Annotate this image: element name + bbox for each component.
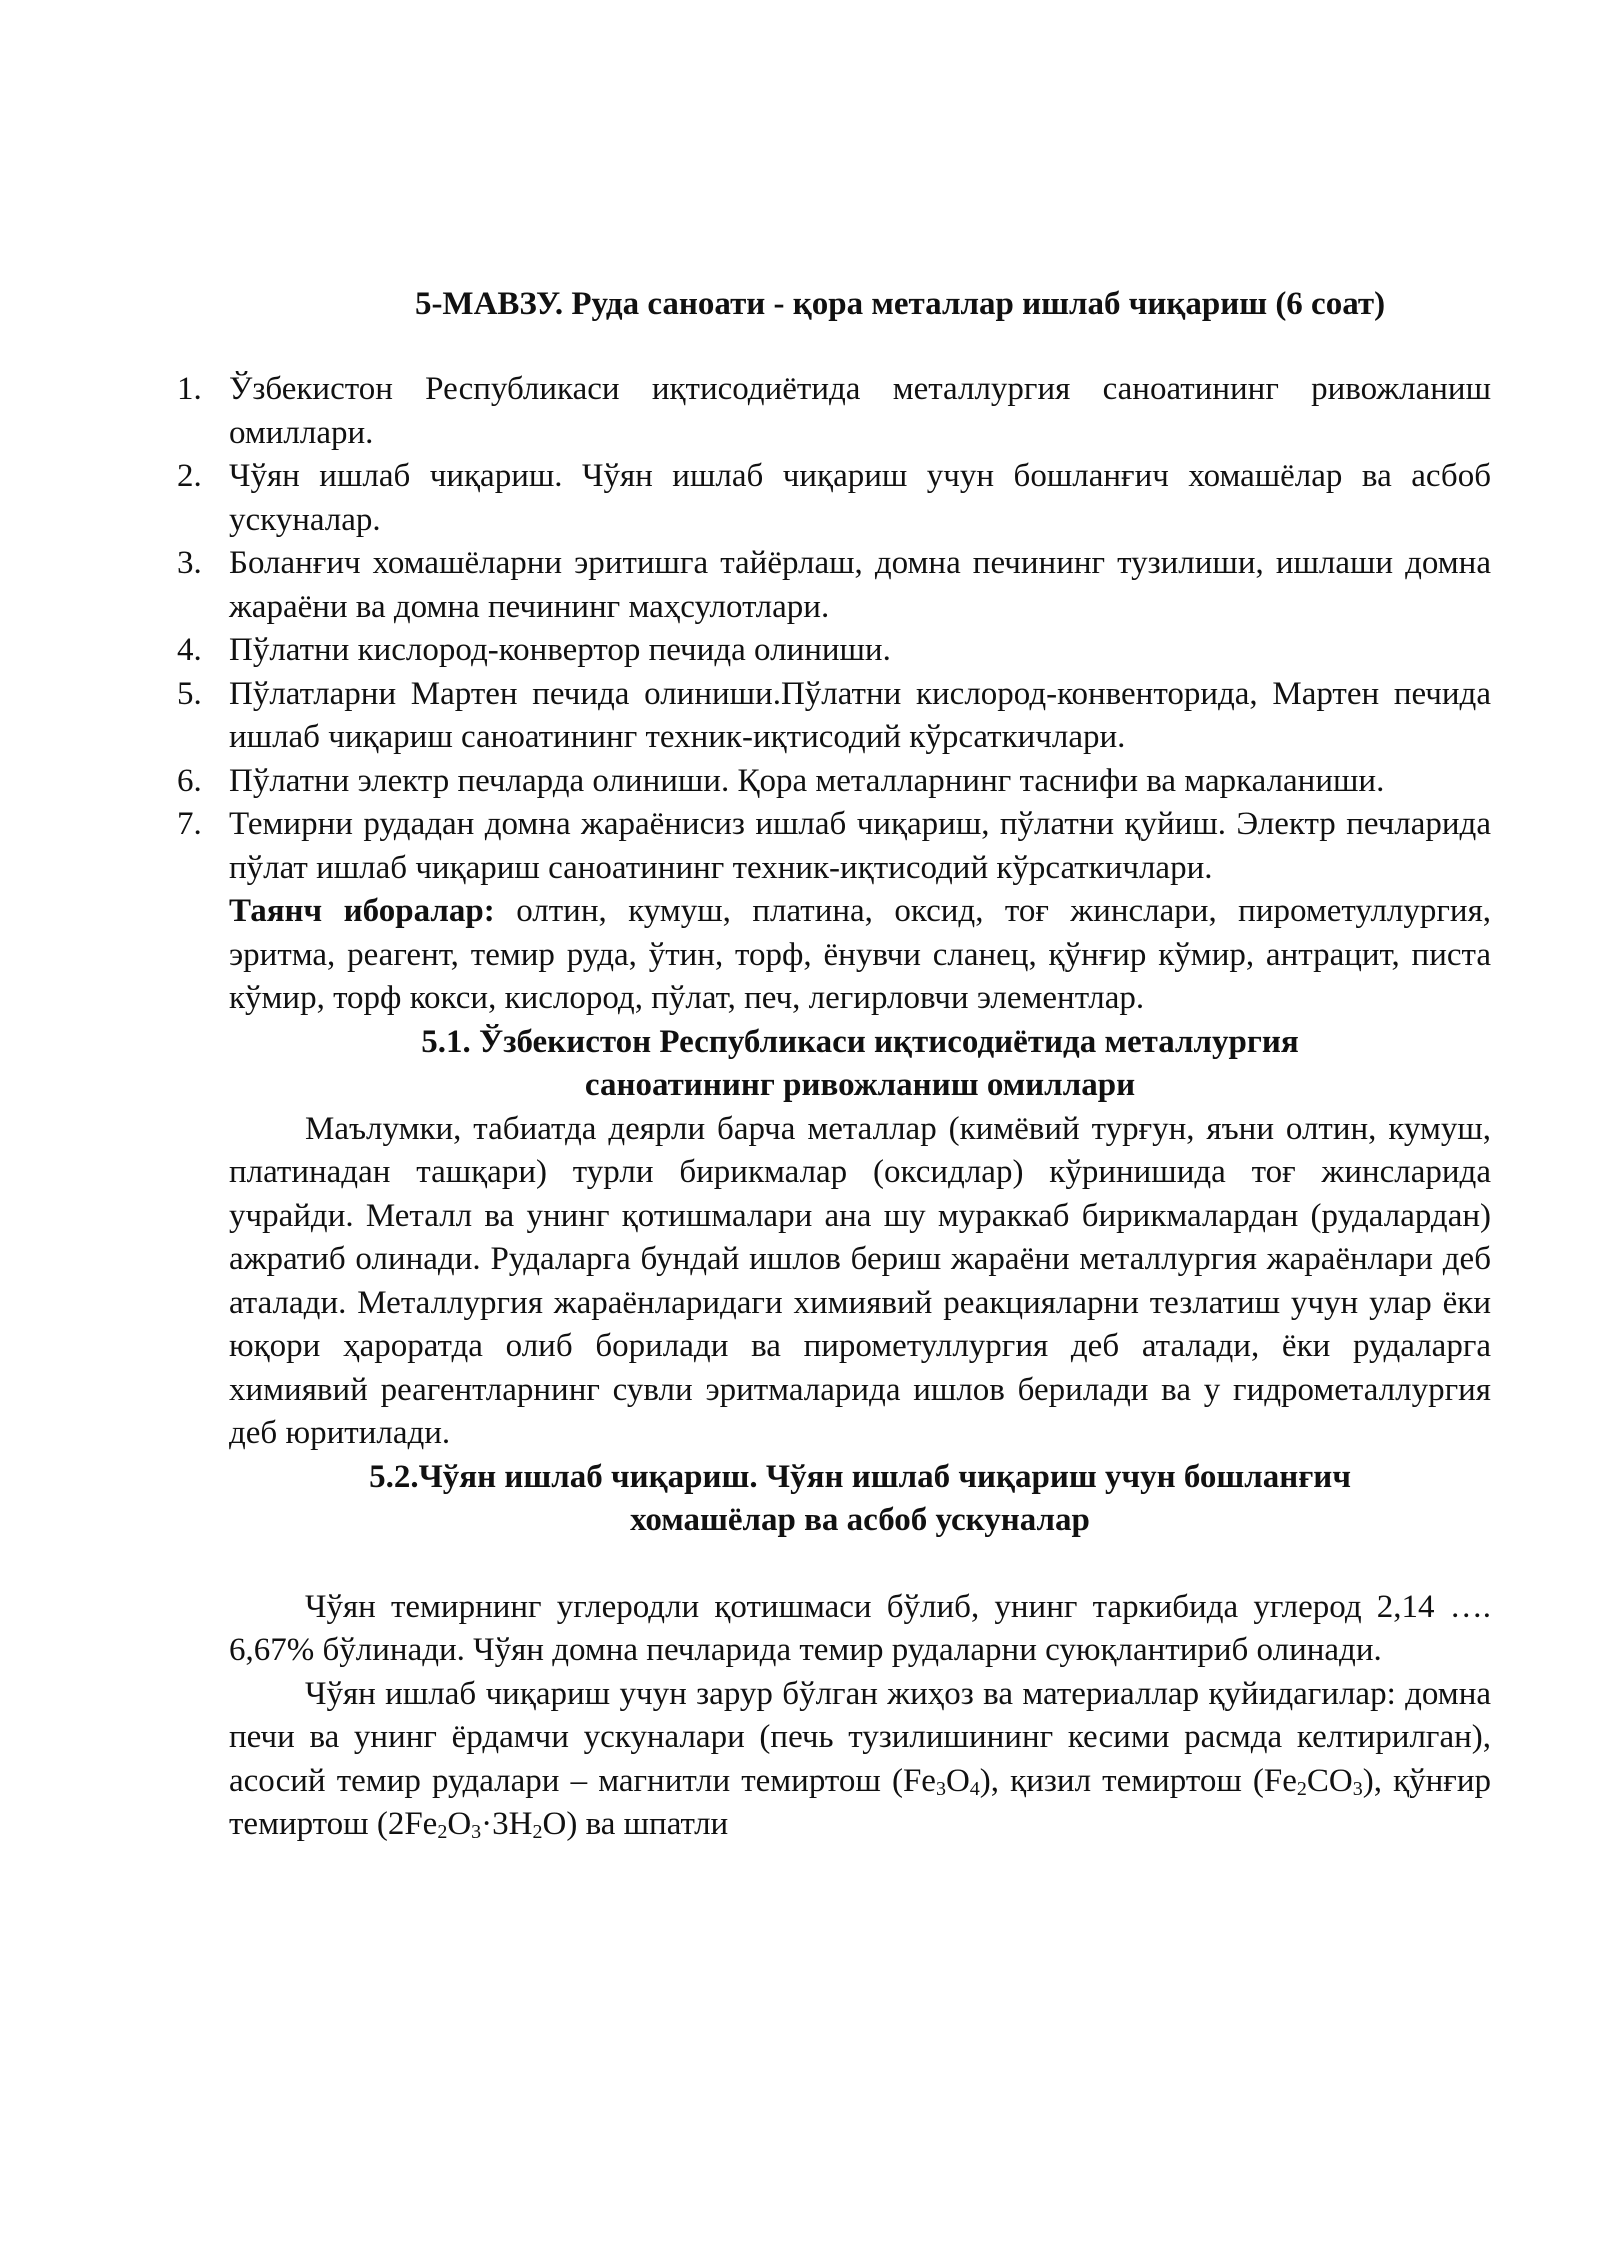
formula-part: (Fe [891, 1762, 936, 1799]
page-title: 5-МАВЗУ. Руда саноати - қора металлар ишлаб чиқариш (6 соат) [414, 286, 1386, 322]
keywords-label: Таянч иборалар: [229, 893, 495, 929]
formula-part: (Fe [1252, 1762, 1297, 1799]
section-1-heading-line-2: саноатининг ривожланиш омиллари [584, 1067, 1136, 1103]
topic-text: Пўлатни кислород-конвертор печида олиниши. [229, 632, 891, 668]
topic-number: 7. [177, 806, 202, 842]
formula-subscript: 2 [1296, 1777, 1307, 1800]
formula-red-iron [1253, 1763, 1382, 1799]
topic-text: Пўлатларни Мартен печида олиниши.Пўлатни кислород-конвенторида, Мартен печида ишлаб чиқариш саноатининг техник-иқтисодий кўрсаткичлари. [229, 675, 1491, 755]
keywords-paragraph [229, 890, 1491, 1021]
formula-part: (2Fe [376, 1806, 438, 1842]
topic-number: 2. [177, 458, 202, 494]
section-2-paragraph-1: Чўян темирнинг углеродли қотишмаси бўлиб, унинг таркибида углерод 2,14 …. 6,67% бўлинади. Чўян домна печларида темир рудаларни суюқлантириб олинади. [229, 1588, 1491, 1668]
formula-subscript: 3 [1352, 1777, 1363, 1800]
topic-text: Боланғич хомашёларни эритишга тайёрлаш, домна печининг тузилиши, ишлаши домна жараёни ва домна печининг маҳсулотлари. [229, 545, 1491, 625]
formula-brown-iron [377, 1806, 578, 1842]
topic-item [177, 368, 1491, 455]
formula-part: ), [1362, 1762, 1382, 1799]
formula-subscript: 3 [471, 1821, 482, 1843]
topic-item [177, 455, 1491, 542]
paragraph-text: Чўян ишлаб чиқариш учун зарур бўлган жиҳоз ва материаллар қуйидагилар: домна печи ва унинг ёрдамчи ускуналари (печь тузилишининг кесими расмда келтирилган), асосий темир рудалари – магнитли темиртош [229, 1675, 1491, 1799]
formula-part: O [945, 1762, 970, 1799]
document-body [177, 368, 1492, 1847]
section-2-heading-line-2: хомашёлар ва асбоб ускуналар [630, 1502, 1090, 1538]
formula-subscript: 3 [935, 1777, 946, 1800]
blank-line [229, 1543, 1491, 1586]
topic-text: Чўян ишлаб чиқариш. Чўян ишлаб чиқариш учун бошланғич хомашёлар ва асбоб ускуналар. [229, 458, 1491, 538]
section-1-paragraph: Маълумки, табиатда деярли барча металлар (кимёвий турғун, яъни олтин, кумуш, платинадан ташқари) турли бирикмалар (оксидлар) кўринишида тоғ жинсларида учрайди. Металл ва унинг қотишмалари ана шу мураккаб бирикмалардан (рудалардан) ажратиб олинади. Рудаларга бундай ишлов бериш жараёни металлургия жараёнлари деб аталади. Металлургия жараёнларидаги химиявий реакцияларни тезлатиш учун улар ёки юқори ҳароратда олиб борилади ва пирометуллургия деб аталади, ёки рудаларга химиявий реагентларнинг сувли эритмаларида ишлов берилади ва у гидрометаллургия деб юритилади. [229, 1110, 1491, 1451]
topic-number: 4. [177, 632, 202, 668]
formula-subscript: 2 [532, 1821, 543, 1843]
section-1-heading-line-1: 5.1. Ўзбекистон Республикаси иқтисодиётида металлургия [421, 1023, 1299, 1060]
formula-subscript: 2 [437, 1821, 448, 1843]
formula-magnetite [892, 1763, 999, 1799]
formula-part: ), [979, 1762, 1000, 1799]
topic-number: 6. [177, 762, 202, 799]
topic-number: 5. [177, 675, 202, 712]
topic-item [177, 803, 1491, 890]
paragraph-text: ва шпатли [577, 1806, 729, 1842]
topic-number: 1. [177, 371, 202, 407]
topic-list [177, 368, 1491, 890]
formula-part: CO [1306, 1762, 1353, 1799]
section-2-paragraph-2 [229, 1673, 1491, 1847]
topic-item [177, 542, 1491, 629]
section-1-heading [229, 1021, 1491, 1108]
topic-item [177, 629, 1491, 673]
formula-subscript: 4 [969, 1777, 980, 1800]
formula-part: ·3H [481, 1806, 533, 1842]
topic-item [177, 760, 1491, 804]
section-2-heading-line-1: 5.2.Чўян ишлаб чиқариш. Чўян ишлаб чиқариш учун бошланғич [369, 1458, 1351, 1495]
paragraph-text: қизил темиртош [999, 1762, 1253, 1799]
topic-text: Ўзбекистон Республикаси иқтисодиётида металлургия саноатининг ривожланиш омиллари. [229, 371, 1491, 451]
topic-text: Пўлатни электр печларда олиниши. Қора металларнинг таснифи ва маркаланиши. [229, 762, 1385, 799]
formula-part: O) [542, 1806, 578, 1842]
keywords-text: олтин, кумуш, платина, оксид, тоғ жинслари, пирометуллургия, эритма, реагент, темир руда, ўтин, торф, ёнувчи сланец, қўнғир кўмир, антрацит, писта кўмир, торф кокси, кислород, пўлат, печ, легирловчи элементлар. [229, 893, 1492, 1016]
topic-number: 3. [177, 545, 202, 581]
formula-part: O [447, 1806, 472, 1842]
paragraph-text: қўнғир темиртош [229, 1762, 1491, 1842]
topic-text: Темирни рудадан домна жараёнисиз ишлаб чиқариш, пўлатни қуйиш. Электр печларида пўлат ишлаб чиқариш саноатининг техник-иқтисодий кўрсаткичлари. [229, 806, 1491, 886]
topic-item [177, 673, 1491, 760]
section-2-heading [229, 1456, 1491, 1543]
